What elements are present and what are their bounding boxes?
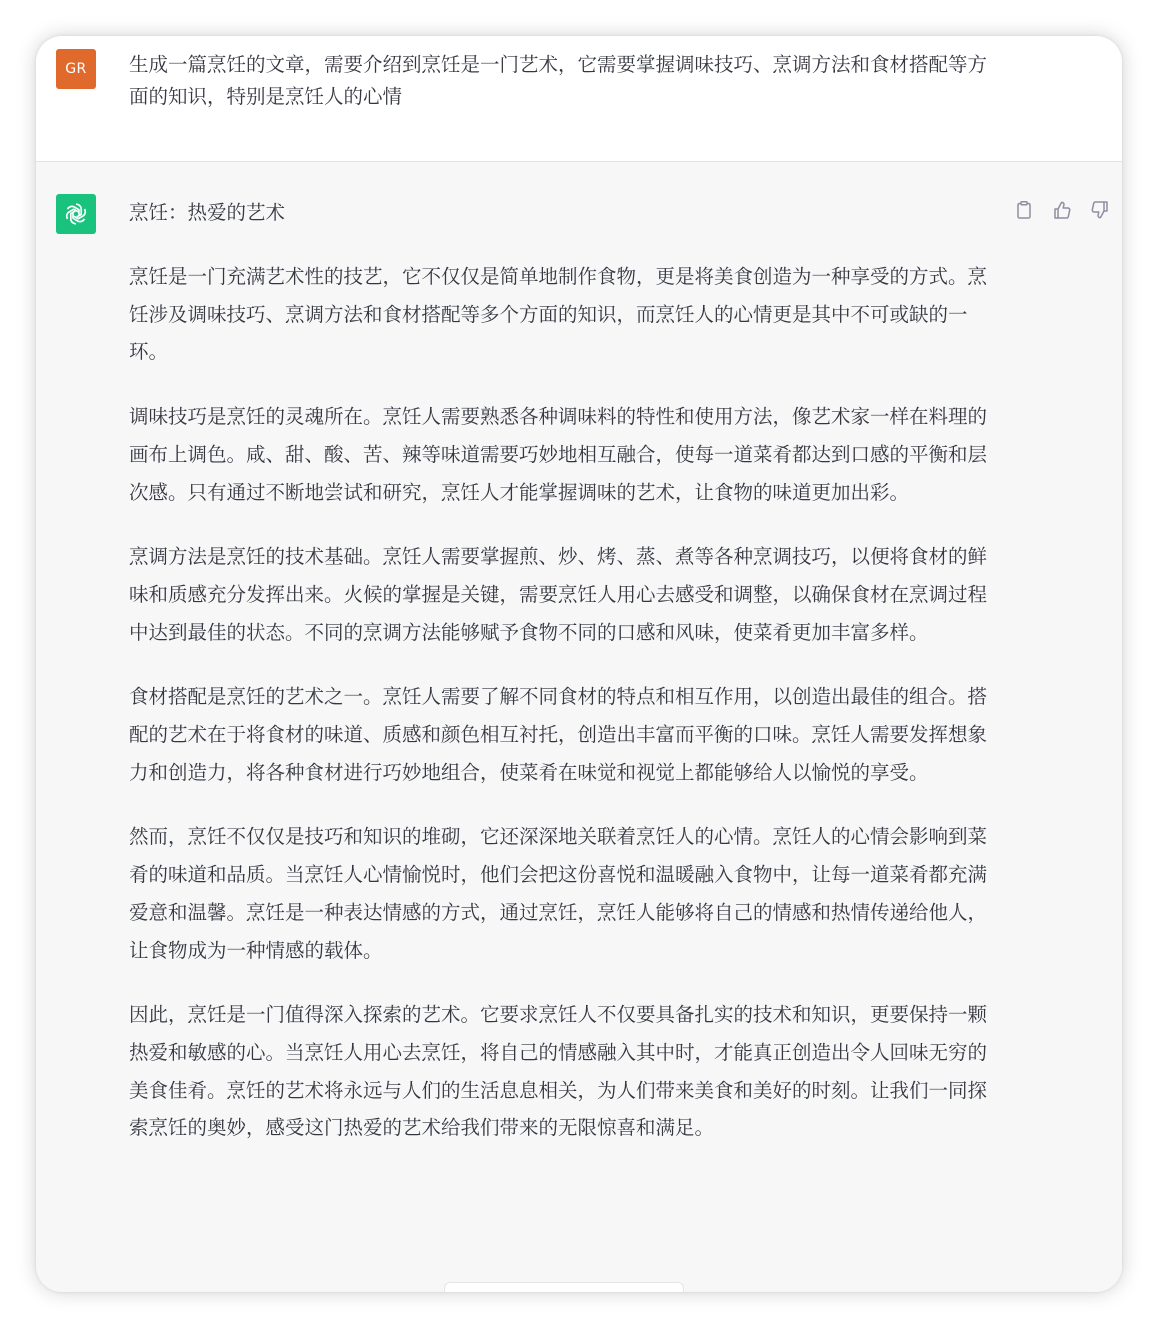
message-actions bbox=[1012, 198, 1112, 222]
response-paragraph: 调味技巧是烹饪的灵魂所在。烹饪人需要熟悉各种调味料的特性和使用方法，像艺术家一样在料理的画布上调色。咸、甜、酸、苦、辣等味道需要巧妙地相互融合，使每一道菜肴都达到口感的平衡和层次感。只有通过不断地尝试和研究，烹饪人才能掌握调味的艺术，让食物的味道更加出彩。 bbox=[129, 405, 988, 504]
user-message-text: 生成一篇烹饪的文章，需要介绍到烹饪是一门艺术，它需要掌握调味技巧、烹调方法和食材搭配等方面的知识，特别是烹饪人的心情 bbox=[129, 53, 988, 108]
regenerate-button-partial[interactable] bbox=[444, 1282, 684, 1292]
response-paragraph: 然而，烹饪不仅仅是技巧和知识的堆砌，它还深深地关联着烹饪人的心情。烹饪人的心情会影响到菜肴的味道和品质。当烹饪人心情愉悦时，他们会把这份喜悦和温暖融入食物中，让每一道菜肴都充满爱意和温馨。烹饪是一种表达情感的方式，通过烹饪，烹饪人能够将自己的情感和热情传递给他人，让食物成为一种情感的载体。 bbox=[129, 825, 988, 962]
thumbs-down-icon bbox=[1090, 200, 1110, 220]
assistant-response bbox=[129, 195, 989, 1174]
response-title: 烹饪：热爱的艺术 bbox=[129, 201, 286, 224]
response-paragraph: 因此，烹饪是一门值得深入探索的艺术。它要求烹饪人不仅要具备扎实的技术和知识，更要保持一颗热爱和敏感的心。当烹饪人用心去烹饪，将自己的情感融入其中时，才能真正创造出令人回味无穷的美食佳肴。烹饪的艺术将永远与人们的生活息息相关，为人们带来美食和美好的时刻。让我们一同探索烹饪的奥妙，感受这门热爱的艺术给我们带来的无限惊喜和满足。 bbox=[129, 1003, 988, 1140]
copy-icon bbox=[1014, 200, 1034, 220]
user-avatar: GR bbox=[56, 49, 96, 89]
assistant-avatar bbox=[56, 194, 96, 234]
chat-window bbox=[36, 36, 1122, 1292]
copy-button[interactable] bbox=[1012, 198, 1036, 222]
user-message bbox=[36, 36, 1122, 162]
assistant-message bbox=[36, 162, 1122, 1292]
openai-logo-icon bbox=[63, 201, 89, 227]
thumbs-up-button[interactable] bbox=[1050, 198, 1074, 222]
thumbs-up-icon bbox=[1052, 200, 1072, 220]
response-paragraph: 烹调方法是烹饪的技术基础。烹饪人需要掌握煎、炒、烤、蒸、煮等各种烹调技巧，以便将食材的鲜味和质感充分发挥出来。火候的掌握是关键，需要烹饪人用心去感受和调整，以确保食材在烹调过程中达到最佳的状态。不同的烹调方法能够赋予食物不同的口感和风味，使菜肴更加丰富多样。 bbox=[129, 545, 988, 644]
thumbs-down-button[interactable] bbox=[1088, 198, 1112, 222]
response-paragraph: 食材搭配是烹饪的艺术之一。烹饪人需要了解不同食材的特点和相互作用，以创造出最佳的组合。搭配的艺术在于将食材的味道、质感和颜色相互衬托，创造出丰富而平衡的口味。烹饪人需要发挥想象力和创造力，将各种食材进行巧妙地组合，使菜肴在味觉和视觉上都能够给人以愉悦的享受。 bbox=[129, 685, 988, 784]
response-paragraph: 烹饪是一门充满艺术性的技艺，它不仅仅是简单地制作食物，更是将美食创造为一种享受的方式。烹饪涉及调味技巧、烹调方法和食材搭配等多个方面的知识，而烹饪人的心情更是其中不可或缺的一环。 bbox=[129, 265, 988, 364]
